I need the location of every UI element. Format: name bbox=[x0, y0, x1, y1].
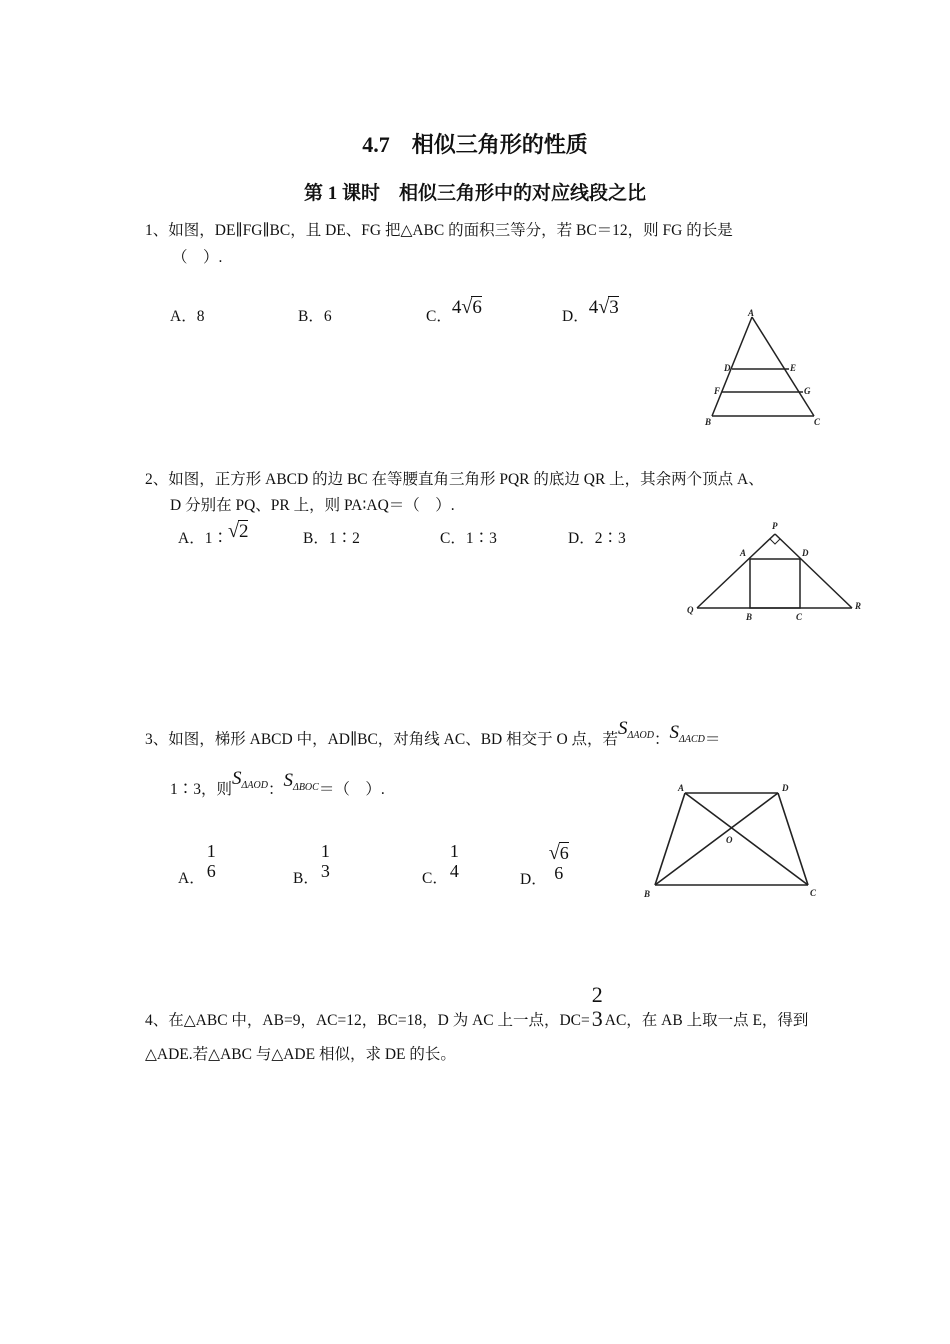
q2-option-c: C．1∶3 bbox=[440, 530, 497, 547]
page-title: 4.7 相似三角形的性质 bbox=[362, 132, 588, 157]
q1-figure-triangle bbox=[700, 305, 830, 430]
q1-label-e: E bbox=[790, 363, 797, 373]
q1-option-d: D．4√3 bbox=[562, 296, 619, 325]
q1-label-b: B bbox=[705, 417, 712, 427]
q1-option-b: B．6 bbox=[298, 308, 332, 325]
q2-option-d: D．2∶3 bbox=[568, 530, 626, 547]
q2-text-line2: D 分别在 PQ、PR 上，则 PA∶AQ＝（ ）. bbox=[170, 497, 455, 514]
q1-text-line2: （ ）. bbox=[172, 249, 223, 266]
q2-label-b: B bbox=[746, 612, 753, 622]
q3-figure-trapezoid bbox=[640, 780, 830, 905]
q1-label-a: A bbox=[748, 308, 755, 318]
q2-label-q: Q bbox=[687, 605, 694, 615]
q3-option-c: C． 1 4 bbox=[422, 841, 459, 888]
q2-text-line1: 2、如图，正方形 ABCD 的边 BC 在等腰直角三角形 PQR 的底边 QR 上，其余两个顶点 A、 bbox=[145, 471, 764, 488]
q2-label-p: P bbox=[772, 521, 778, 531]
q1-option-a: A．8 bbox=[170, 308, 205, 325]
q1-label-d: D bbox=[724, 363, 731, 373]
q3-text-line2: 1∶3，则$S_{\Delta AOD}$：$S_{\Delta BOC}=$（ ）. bbox=[170, 768, 385, 798]
q1-label-g: G bbox=[804, 386, 811, 396]
q1-label-f: F bbox=[714, 386, 721, 396]
q2-option-b: B．1∶2 bbox=[303, 530, 360, 547]
q1-text-line1: 1、如图，DE∥FG∥BC，且 DE、FG 把△ABC 的面积三等分，若 BC＝12，则 FG 的长是 bbox=[145, 222, 733, 239]
q2-label-r: R bbox=[855, 601, 862, 611]
q4-text-line2: △ADE.若△ABC 与△ADE 相似，求 DE 的长。 bbox=[145, 1046, 456, 1063]
q3-label-c: C bbox=[810, 888, 817, 898]
q2-label-c: C bbox=[796, 612, 803, 622]
q3-option-b: B． 1 3 bbox=[293, 841, 330, 888]
q1-label-c: C bbox=[814, 417, 821, 427]
page-subtitle: 第 1 课时 相似三角形中的对应线段之比 bbox=[303, 183, 646, 204]
q1-option-c: C．4√6 bbox=[426, 296, 482, 325]
q2-label-d: D bbox=[802, 548, 809, 558]
q2-option-a: A．1∶√2 bbox=[178, 520, 249, 547]
q3-text-line1: 3、如图，梯形 ABCD 中，AD∥BC，对角线 AC、BD 相交于 O 点，若$S_{\Delta AOD}$：$S_{\Delta ACD}=$ bbox=[145, 718, 721, 748]
q3-option-d: D． √6 6 bbox=[520, 842, 569, 889]
q4-text-line1: 4、在△ABC 中，AB=9，AC=12，BC=18，D 为 AC 上一点，DC= 2 3 AC，在 AB 上取一点 E，得到 bbox=[145, 982, 809, 1032]
q2-label-a: A bbox=[740, 548, 747, 558]
q3-option-a: A． 1 6 bbox=[178, 841, 216, 888]
q3-label-b: B bbox=[644, 889, 651, 899]
q3-label-a: A bbox=[678, 783, 685, 793]
q3-label-o: O bbox=[726, 835, 733, 845]
q3-label-d: D bbox=[782, 783, 789, 793]
q2-figure-square-in-triangle bbox=[680, 518, 870, 628]
